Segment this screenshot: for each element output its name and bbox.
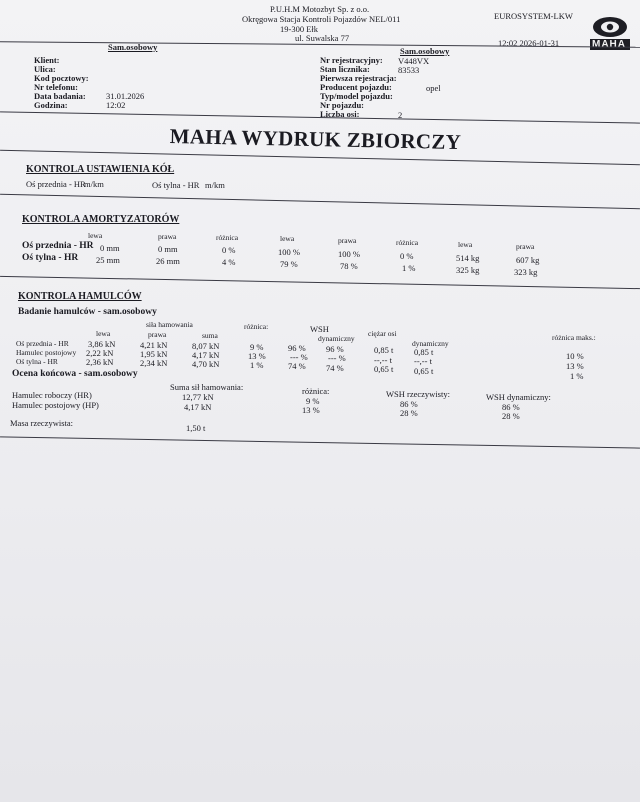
registration-label: Nr rejestracyjny: xyxy=(320,55,383,65)
street-label: Ulica: xyxy=(34,64,56,74)
brakes-col-axle-dynamic: dynamiczny xyxy=(412,339,449,348)
final-heading: Ocena końcowa - sam.osobowy xyxy=(12,369,138,379)
print-datetime: 12:02 2026-01-31 xyxy=(498,38,560,48)
brakes-heading: KONTROLA HAMULCÓW xyxy=(18,291,142,302)
brakes-row-front-wdyn: 0,85 t xyxy=(414,347,434,357)
shocks-front-left: 0 mm xyxy=(100,243,120,253)
brakes-row-rear-sum: 4,70 kN xyxy=(192,359,220,369)
final-service-wsh: 86 % xyxy=(400,399,418,409)
brakes-row-front-right: 4,21 kN xyxy=(140,340,168,350)
shocks-front-label: Oś przednia - HR xyxy=(22,241,94,251)
brakes-row-rear-wsh: 74 % xyxy=(288,361,306,371)
shocks-front-weight-right: 607 kg xyxy=(516,255,540,265)
station-name: Okręgowa Stacja Kontroli Pojazdów NEL/011 xyxy=(242,14,401,24)
brakes-row-rear-dyn: 74 % xyxy=(326,363,344,373)
brakes-row-parking-right: 1,95 kN xyxy=(140,349,168,359)
axle-count-label: Liczba osi: xyxy=(320,109,360,119)
test-date-value: 31.01.2026 xyxy=(106,91,145,101)
shocks-rear-diff: 4 % xyxy=(222,257,236,267)
manufacturer-label: Producent pojazdu: xyxy=(320,82,392,92)
brakes-row-parking-diff: 13 % xyxy=(248,351,266,361)
final-parking-wsh: 28 % xyxy=(400,408,418,418)
brakes-row-parking-label: Hamulec postojowy xyxy=(16,348,77,357)
brakes-row-rear-weight: 0,65 t xyxy=(374,364,394,374)
shocks-header-left: lewa xyxy=(88,231,103,240)
first-registration-label: Pierwsza rejestracja: xyxy=(320,73,397,83)
final-parking-diff: 13 % xyxy=(302,405,320,415)
brakes-row-parking-weight: --,-- t xyxy=(374,355,392,365)
brakes-row-front-dyn: 96 % xyxy=(326,344,344,354)
brakes-row-parking-left: 2,22 kN xyxy=(86,348,114,358)
shocks-header-eff-right: prawa xyxy=(338,236,357,245)
phone-label: Nr telefonu: xyxy=(34,82,78,92)
brakes-col-wsh: WSH xyxy=(310,324,329,334)
shocks-rear-eff-diff: 1 % xyxy=(402,263,416,273)
final-parking-label: Hamulec postojowy (HP) xyxy=(12,400,99,410)
axle-count-value: 2 xyxy=(398,110,403,120)
shocks-rear-right: 26 mm xyxy=(156,256,180,266)
brakes-subheading: Badanie hamulców - sam.osobowy xyxy=(18,307,157,317)
logo-text: MAHA xyxy=(592,39,626,50)
brakes-row-parking-dyn: --- % xyxy=(328,353,346,363)
shocks-rear-eff-right: 78 % xyxy=(340,261,358,271)
shocks-divider xyxy=(0,276,640,289)
brakes-col-right: prawa xyxy=(148,330,167,339)
alignment-front-label: Oś przednia - HR xyxy=(26,179,86,189)
shocks-header-weight-right: prawa xyxy=(516,242,535,251)
brakes-row-rear-label: Oś tylna - HR xyxy=(16,357,58,366)
brakes-row-rear-left: 2,36 kN xyxy=(86,357,114,367)
odometer-label: Stan licznika: xyxy=(320,64,370,74)
brakes-row-rear-wdyn: 0,65 t xyxy=(414,366,434,376)
shocks-rear-weight-right: 323 kg xyxy=(514,267,538,277)
brakes-row-parking-max: 13 % xyxy=(566,361,584,371)
shocks-front-eff-diff: 0 % xyxy=(400,251,414,261)
brakes-row-front-sum: 8,07 kN xyxy=(192,341,220,351)
shocks-rear-eff-left: 79 % xyxy=(280,259,298,269)
station-street: ul. Suwalska 77 xyxy=(295,33,350,43)
final-wsh-header: WSH rzeczywisty: xyxy=(386,389,450,399)
shocks-header-right: prawa xyxy=(158,232,177,241)
shocks-rear-left: 25 mm xyxy=(96,255,120,265)
vehicle-type-right: Sam.osobowy xyxy=(400,46,450,56)
test-date-label: Data badania: xyxy=(34,91,86,101)
brakes-row-rear-max: 1 % xyxy=(570,371,584,381)
brakes-row-parking-wdyn: --,-- t xyxy=(414,356,432,366)
shocks-front-eff-left: 100 % xyxy=(278,247,300,257)
vehicle-number-label: Nr pojazdu: xyxy=(320,100,364,110)
brakes-col-axle-weight: ciężar osi xyxy=(368,329,397,338)
brakes-col-max-diff: różnica maks.: xyxy=(552,333,596,342)
alignment-front-unit: m/km xyxy=(84,179,104,189)
alignment-rear-label: Oś tylna - HR xyxy=(152,180,200,190)
brakes-row-parking-sum: 4,17 kN xyxy=(192,350,220,360)
final-parking-dyn: 28 % xyxy=(502,411,520,421)
brakes-row-front-label: Oś przednia - HR xyxy=(16,339,69,348)
brakes-row-front-left: 3,86 kN xyxy=(88,339,116,349)
client-label: Klient: xyxy=(34,55,60,65)
mass-label: Masa rzeczywista: xyxy=(10,418,74,428)
brakes-divider xyxy=(0,436,640,448)
shocks-header-eff-left: lewa xyxy=(280,234,295,243)
alignment-heading: KONTROLA USTAWIENIA KÓŁ xyxy=(26,164,175,175)
brakes-row-front-max: 10 % xyxy=(566,351,584,361)
final-dyn-header: WSH dynamiczny: xyxy=(486,392,551,402)
final-parking-sum: 4,17 kN xyxy=(184,402,212,412)
shocks-front-right: 0 mm xyxy=(158,244,178,254)
final-sum-header: Suma sił hamowania: xyxy=(170,382,244,392)
test-time-value: 12:02 xyxy=(106,100,126,110)
shocks-front-weight-left: 514 kg xyxy=(456,253,480,263)
final-service-dyn: 86 % xyxy=(502,402,520,412)
station-postcode: 19-300 Ełk xyxy=(280,24,319,34)
test-time-label: Godzina: xyxy=(34,100,68,110)
brakes-row-front-wsh: 96 % xyxy=(288,343,306,353)
brakes-col-left: lewa xyxy=(96,329,111,338)
shocks-rear-label: Oś tylna - HR xyxy=(22,253,79,263)
brakes-row-rear-diff: 1 % xyxy=(250,360,264,370)
shocks-header-eff-diff: różnica xyxy=(396,238,419,247)
brakes-force-header: siła hamowania xyxy=(146,320,193,329)
brakes-row-parking-wsh: --- % xyxy=(290,352,308,362)
vehicle-type-left: Sam.osobowy xyxy=(108,42,158,52)
registration-value: V448VX xyxy=(398,56,430,66)
final-service-label: Hamulec roboczy (HR) xyxy=(12,390,92,400)
brakes-col-diff: różnica: xyxy=(244,322,269,331)
brakes-col-sum: suma xyxy=(202,331,218,340)
shocks-header-diff: różnica xyxy=(216,233,239,242)
brakes-row-front-diff: 9 % xyxy=(250,342,264,352)
final-service-sum: 12,77 kN xyxy=(182,392,214,402)
shocks-header-weight-left: lewa xyxy=(458,240,473,249)
shocks-rear-weight-left: 325 kg xyxy=(456,265,480,275)
final-service-diff: 9 % xyxy=(306,396,320,406)
alignment-rear-unit: m/km xyxy=(205,180,225,190)
system-name: EUROSYSTEM-LKW xyxy=(494,11,573,21)
brakes-row-rear-right: 2,34 kN xyxy=(140,358,168,368)
model-label: Typ/model pojazdu: xyxy=(320,91,393,101)
odometer-value: 83533 xyxy=(398,65,420,75)
company-name: P.U.H.M Motozbyt Sp. z o.o. xyxy=(270,4,370,14)
brakes-col-dynamic: dynamiczny xyxy=(318,334,355,343)
mass-value: 1,50 t xyxy=(186,423,206,433)
shocks-front-diff: 0 % xyxy=(222,245,236,255)
manufacturer-value: opel xyxy=(426,83,441,93)
page-title: MAHA WYDRUK ZBIORCZY xyxy=(169,124,462,155)
final-diff-header: różnica: xyxy=(302,386,330,396)
shocks-heading: KONTROLA AMORTYZATORÓW xyxy=(22,214,180,225)
alignment-divider xyxy=(0,194,640,210)
shocks-front-eff-right: 100 % xyxy=(338,249,360,259)
postcode-label: Kod pocztowy: xyxy=(34,73,89,83)
brakes-row-front-weight: 0,85 t xyxy=(374,345,394,355)
